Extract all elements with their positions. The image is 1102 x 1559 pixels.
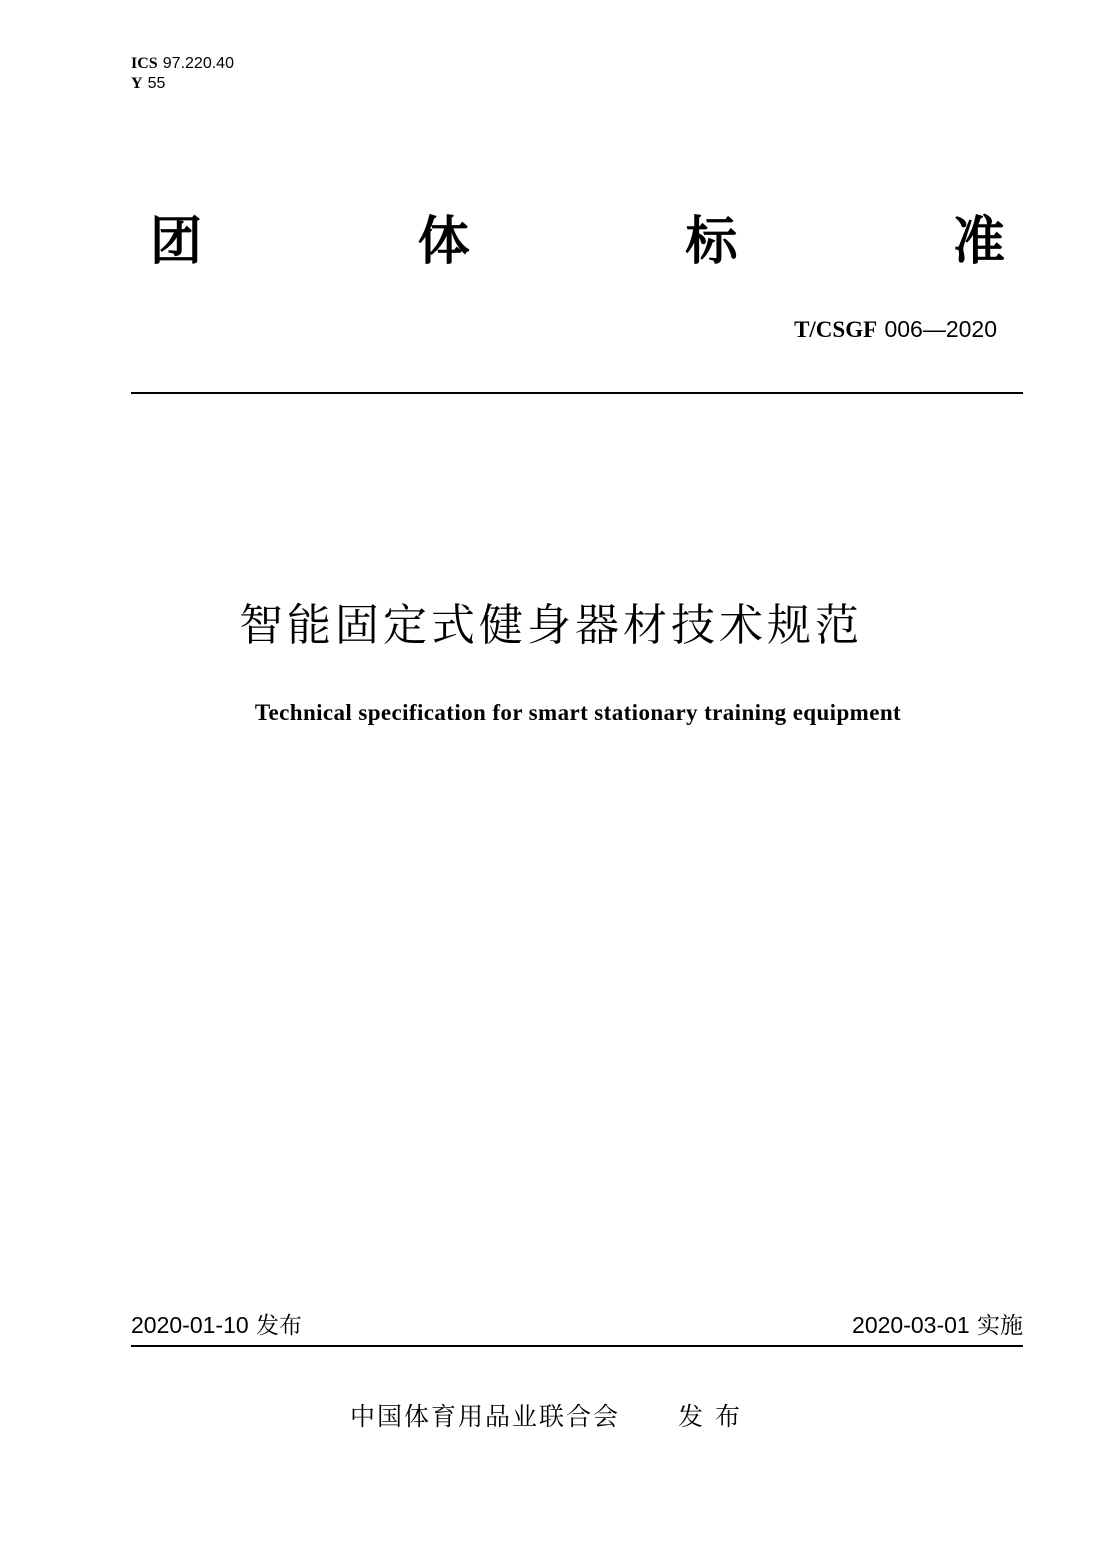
title-chinese: 智能固定式健身器材技术规范 [239, 600, 863, 651]
title-english: Technical specification for smart stationary training equipment [254, 700, 902, 725]
implement-date: 2020-03-01 [852, 1312, 970, 1338]
standard-type-char: 团 [150, 212, 203, 272]
top-divider [131, 392, 1023, 394]
issue-date: 2020-01-10 [131, 1312, 249, 1338]
standard-number-value: 006—2020 [884, 316, 997, 342]
implement-date-line [852, 1310, 1023, 1341]
publisher-line [0, 1401, 1102, 1433]
ics-line [131, 53, 234, 73]
classification-block [131, 53, 234, 93]
bottom-divider [131, 1345, 1023, 1347]
standard-type-char: 准 [952, 212, 1005, 272]
standard-type-char: 标 [685, 212, 738, 272]
implement-label: 实施 [977, 1313, 1023, 1339]
ccs-value: 55 [147, 75, 166, 92]
standard-number-prefix: T/CSGF [794, 317, 878, 342]
ccs-code: Y [131, 75, 143, 92]
ics-value: 97.220.40 [162, 55, 234, 72]
ccs-line [131, 73, 234, 93]
standard-number [794, 315, 997, 344]
standard-type-heading [150, 212, 1005, 272]
publisher-organization: 中国体育用品业联合会 [350, 1402, 621, 1431]
ics-code: ICS [131, 55, 158, 72]
issue-label: 发布 [255, 1313, 302, 1339]
standard-type-char: 体 [417, 212, 470, 272]
issue-date-line [131, 1310, 302, 1341]
publisher-action: 发布 [677, 1402, 752, 1431]
